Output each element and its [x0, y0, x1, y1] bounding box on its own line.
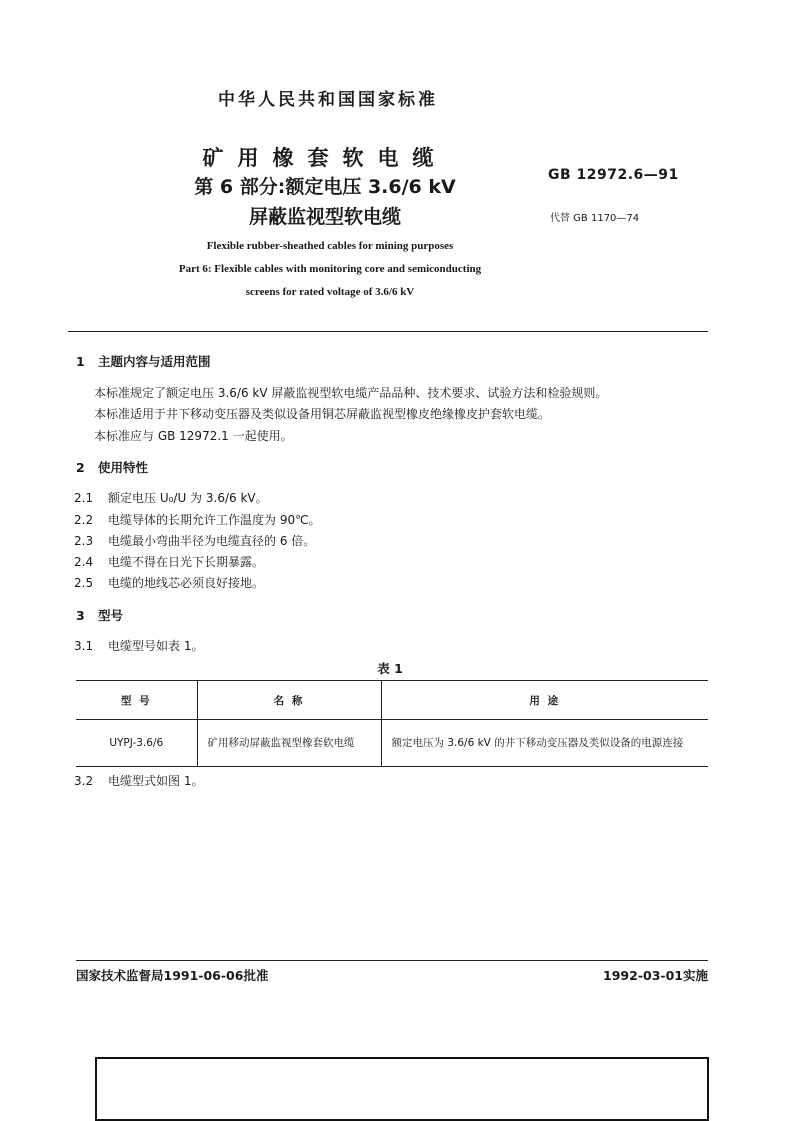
clause-2-1	[74, 489, 268, 506]
clause-number: 2.4	[74, 555, 94, 569]
section-3-heading	[76, 606, 123, 624]
section-1-paragraph: 本标准适用于井下移动变压器及类似设备用铜芯屏蔽监视型橡皮绝缘橡皮护套软电缆。	[94, 407, 551, 421]
approval-date: 国家技术监督局1991-06-06批准	[76, 968, 269, 983]
header-model: 型 号	[76, 681, 197, 720]
clause-text: 额定电压 U₀/U 为 3.6/6 kV。	[108, 491, 268, 505]
clause-2-2	[74, 511, 321, 528]
clause-text: 电缆的地线芯必须良好接地。	[108, 576, 265, 590]
header-usage: 用 途	[381, 681, 708, 720]
title-line-1: 矿用橡套软电缆	[202, 146, 448, 170]
section-number: 2	[76, 460, 85, 475]
clause-text: 电缆不得在日光下长期暴露。	[108, 555, 265, 569]
table-row	[76, 720, 708, 767]
title-divider	[68, 331, 708, 332]
clause-2-3	[74, 532, 315, 549]
english-title-line-3: screens for rated voltage of 3.6/6 kV	[245, 286, 415, 298]
clause-3-1	[74, 637, 203, 654]
section-title: 主题内容与适用范围	[98, 354, 211, 369]
clause-2-4	[74, 553, 264, 570]
title-line-2: 第 6 部分:额定电压 3.6/6 kV	[194, 176, 456, 198]
section-title: 使用特性	[98, 460, 149, 475]
section-1-heading	[76, 352, 211, 370]
section-number: 3	[76, 608, 85, 623]
cell-name: 矿用移动屏蔽监视型橡套软电缆	[197, 720, 381, 767]
footer-divider	[76, 960, 708, 961]
table-header-row	[76, 681, 708, 720]
english-title-line-1: Flexible rubber-sheathed cables for mining purposes	[206, 240, 454, 252]
clause-number: 2.2	[74, 513, 94, 527]
cable-model-table	[76, 680, 708, 767]
table-caption: 表 1	[377, 661, 403, 676]
clause-text: 电缆型式如图 1。	[108, 774, 204, 788]
header-name: 名 称	[197, 681, 381, 720]
replaces-standard: 代替 GB 1170—74	[550, 213, 640, 224]
clause-text: 电缆最小弯曲半径为电缆直径的 6 倍。	[108, 534, 316, 548]
implementation-date: 1992-03-01实施	[603, 968, 708, 983]
national-standard-header: 中华人民共和国国家标准	[218, 90, 438, 110]
section-1-paragraph: 本标准规定了额定电压 3.6/6 kV 屏蔽监视型软电缆产品品种、技术要求、试验方法和检验规则。	[94, 386, 608, 400]
clause-3-2	[74, 772, 203, 789]
title-line-3: 屏蔽监视型软电缆	[248, 206, 401, 228]
clause-number: 3.1	[74, 639, 94, 653]
clause-2-5	[74, 574, 264, 591]
standard-code: GB 12972.6—91	[548, 167, 679, 183]
clause-number: 3.2	[74, 774, 94, 788]
clause-text: 电缆型号如表 1。	[108, 639, 204, 653]
section-1-paragraph: 本标准应与 GB 12972.1 一起使用。	[94, 429, 293, 443]
english-title-line-2: Part 6: Flexible cables with monitoring core and semiconducting	[178, 263, 482, 275]
clause-number: 2.1	[74, 491, 94, 505]
section-title: 型号	[98, 608, 124, 623]
section-number: 1	[76, 354, 85, 369]
clause-number: 2.3	[74, 534, 94, 548]
cell-usage: 额定电压为 3.6/6 kV 的井下移动变压器及类似设备的电源连接	[381, 720, 708, 767]
section-2-heading	[76, 458, 148, 476]
cell-model: UYPJ-3.6/6	[76, 720, 197, 767]
clause-text: 电缆导体的长期允许工作温度为 90℃。	[108, 513, 321, 527]
page-border-box	[95, 1057, 709, 1121]
clause-number: 2.5	[74, 576, 94, 590]
